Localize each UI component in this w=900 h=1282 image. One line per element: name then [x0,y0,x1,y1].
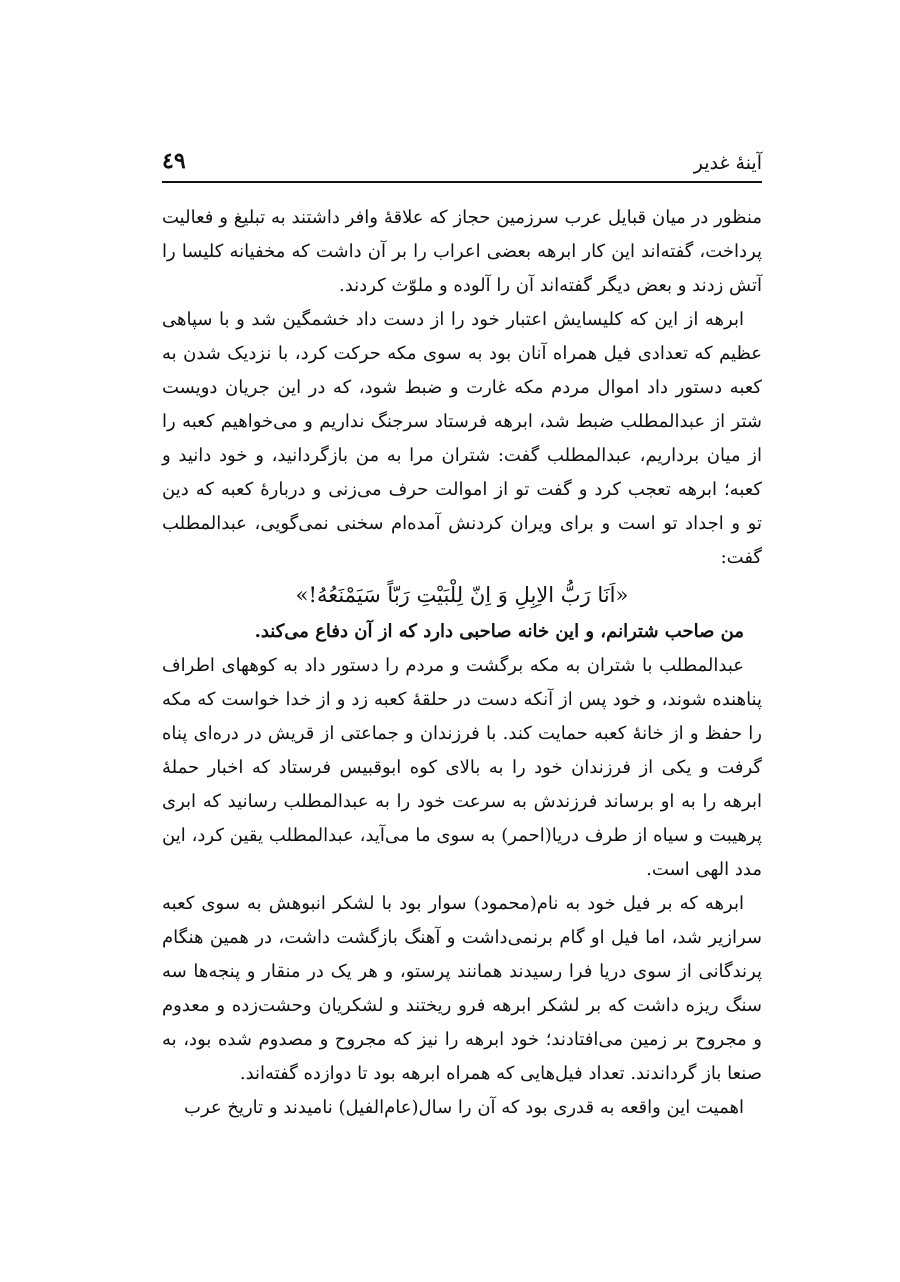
paragraph-1: منظور در میان قبایل عرب سرزمین حجاز که علاقهٔ وافر داشتند به تبلیغ و فعالیت پرداخت، گفته‌اند این کار ابرهه بعضی اعراب را بر آن داشت که مخفیانه کلیسا را آتش زدند و بعض دیگر گفته‌اند آن را آلوده و ملوّث کردند. [162,207,762,296]
header-divider [162,181,762,183]
paragraph-4: ابرهه که بر فیل خود به نام(محمود) سوار بود با لشکر انبوهش به سوی کعبه سرازیر شد، اما فیل او گام برنمی‌داشت و آهنگ بازگشت داشت، در همین هنگام پرندگانی از سوی دریا فرا رسیدند همانند پرستو، و هر یک در منقار و پنجه‌ها سه سنگ ریزه داشت که بر لشکر ابرهه فرو ریختند و لشکریان وحشت‌زده و معدوم و مجروح بر زمین می‌افتادند؛ خود ابرهه را نیز که مجروح و مصدوم شده بود، به صنعا باز گرداندند. تعداد فیل‌هایی که همراه ابرهه بود تا دوازده گفته‌اند. [162,893,762,1084]
page-header [162,148,762,180]
quote-translation: من صاحب شترانم، و این خانه صاحبی دارد که از آن دفاع می‌کند. [254,621,744,642]
arabic-quote: «اَنَا رَبُّ الاِبِلِ وَ اِنّ لِلْبَیْتِ رَبّاً سَیَمْنَعُهُ!» [295,583,629,607]
paragraph-5: اهمیت این واقعه به قدری بود که آن را سال(عام‌الفیل) نامیدند و تاریخ عرب [184,1097,744,1118]
page-number: ٤٩ [162,148,186,174]
paragraph-3: عبدالمطلب با شتران به مکه برگشت و مردم را دستور داد به کوههای اطراف پناهنده شوند، و خود پس از آنکه دست در حلقهٔ کعبه زد و از خدا خواست که مکه را حفظ و از خانهٔ کعبه حمایت کند. با فرزندان و جماعتی از قریش در دره‌ای پناه گرفت و یکی از فرزندان خود را به بالای کوه ابوقبیس فرستاد که اخبار حملهٔ ابرهه را به او برساند فرزندش به سرعت خود را به عبدالمطلب رسانید که ابری پرهیبت و سیاه از طرف دریا(احمر) به سوی ما می‌آید، عبدالمطلب یقین کرد، این مدد الهی است. [162,655,762,880]
paragraph-2: ابرهه از این که کلیسایش اعتبار خود را از دست داد خشمگین شد و با سپاهی عظیم که تعدادی فیل همراه آنان بود به سوی مکه حرکت کرد، با نزدیک شدن به کعبه دستور داد اموال مردم مکه غارت و ضبط شود، که در این جریان دویست شتر از عبدالمطلب ضبط شد، ابرهه فرستاد سرجنگ نداریم و می‌خواهیم کعبه را از میان برداریم، عبدالمطلب گفت: شتران مرا به من بازگردانید، و خود دانید و کعبه؛ ابرهه تعجب کرد و گفت تو از اموالت حرف می‌زنی و دربارهٔ کعبه که دین تو و اجداد تو است و برای ویران کردنش آمده‌ام سخنی نمی‌گویی، عبدالمطلب گفت: [162,309,762,568]
page-body [162,201,762,1125]
running-title: آینهٔ غدیر [693,152,762,174]
